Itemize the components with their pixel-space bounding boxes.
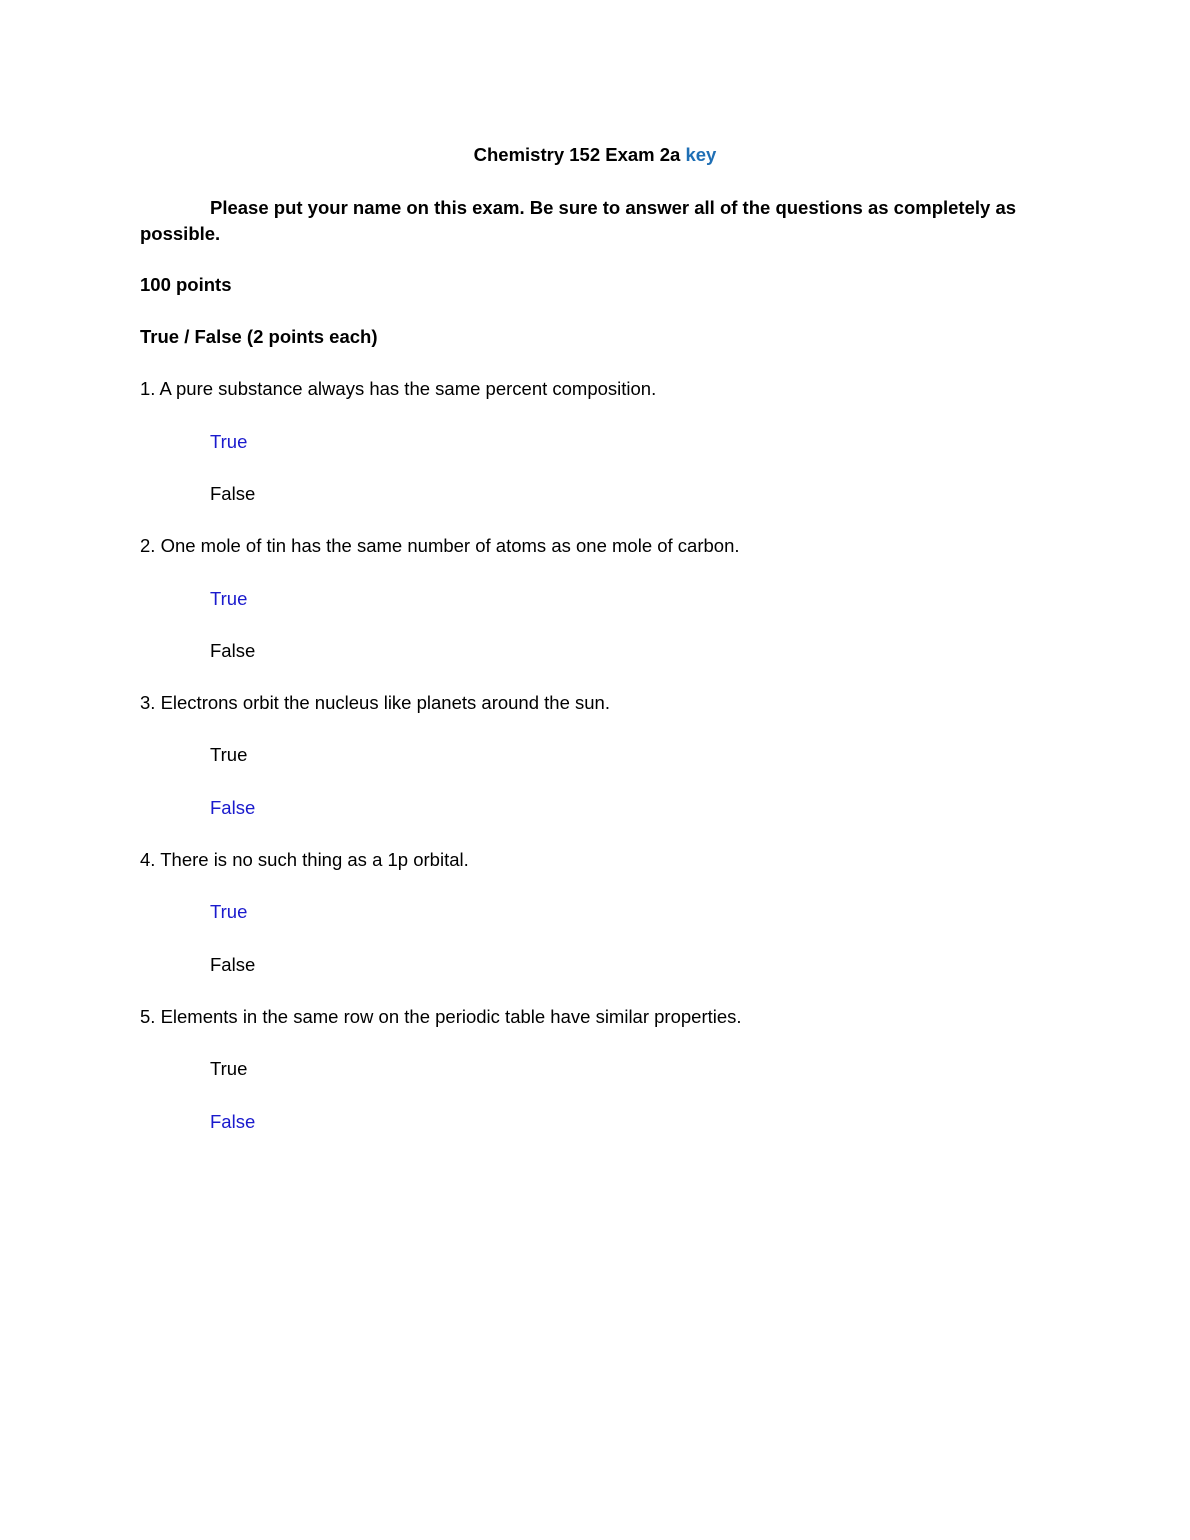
answer-option-false: False xyxy=(210,483,256,504)
question-text: 3. Electrons orbit the nucleus like planets around the sun. xyxy=(140,692,610,713)
question-text: 4. There is no such thing as a 1p orbital. xyxy=(140,849,469,870)
exam-instructions: Please put your name on this exam. Be sure to answer all of the questions as completely as possible. xyxy=(140,197,1017,244)
answer-option-true: True xyxy=(210,744,248,765)
exam-title-text: Chemistry 152 Exam 2a xyxy=(473,144,681,165)
question-text: 1. A pure substance always has the same percent composition. xyxy=(140,378,657,399)
answer-option-true: True xyxy=(210,431,248,452)
question-text: 5. Elements in the same row on the periodic table have similar properties. xyxy=(140,1006,742,1027)
answer-option-false: False xyxy=(210,1111,256,1132)
answer-option-false: False xyxy=(210,797,256,818)
answer-option-true: True xyxy=(210,588,248,609)
exam-title-key: key xyxy=(685,144,717,165)
question-text: 2. One mole of tin has the same number of atoms as one mole of carbon. xyxy=(140,535,740,556)
answer-option-false: False xyxy=(210,954,256,975)
answer-option-false: False xyxy=(210,640,256,661)
total-points: 100 points xyxy=(140,274,232,295)
section-heading: True / False (2 points each) xyxy=(140,326,378,347)
exam-title xyxy=(0,143,1190,167)
answer-option-true: True xyxy=(210,901,248,922)
answer-option-true: True xyxy=(210,1058,248,1079)
